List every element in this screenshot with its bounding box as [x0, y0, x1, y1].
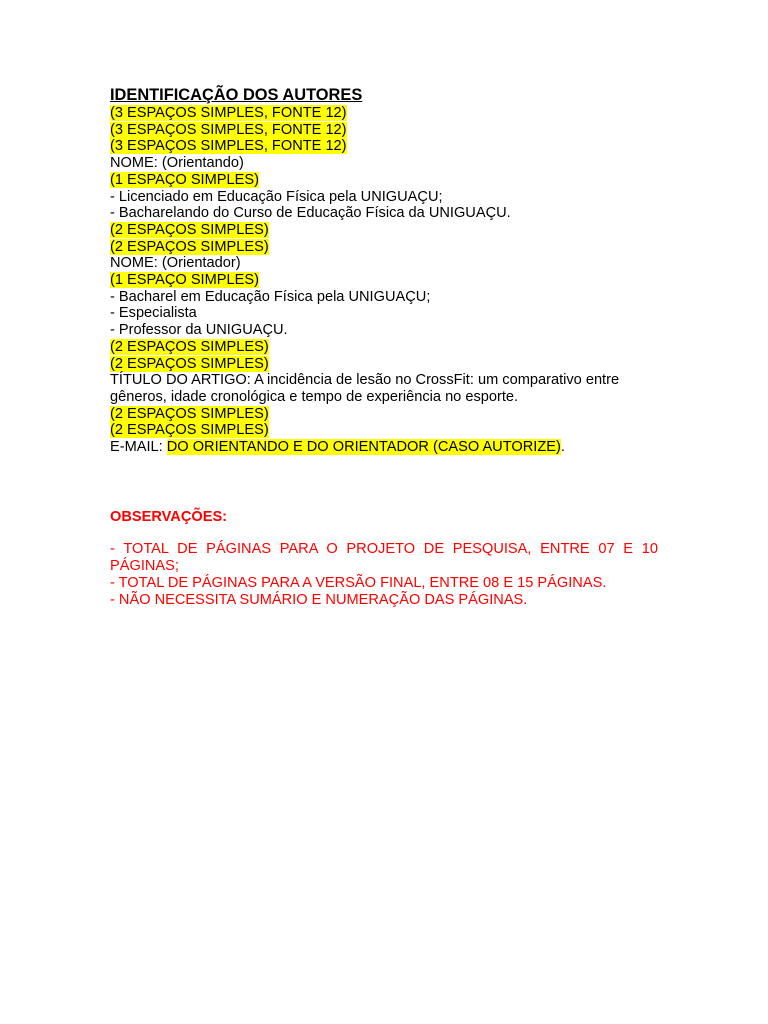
highlighted-note: (3 ESPAÇOS SIMPLES, FONTE 12): [110, 138, 347, 155]
line-15: [110, 339, 658, 356]
highlighted-note: (3 ESPAÇOS SIMPLES, FONTE 12): [110, 105, 347, 121]
highlighted-note: (1 ESPAÇO SIMPLES): [110, 272, 259, 289]
highlighted-note: (2 ESPAÇOS SIMPLES): [110, 338, 269, 355]
highlighted-note: (2 ESPAÇOS SIMPLES): [110, 422, 269, 439]
email-suffix: .: [560, 439, 565, 456]
highlighted-note: (2 ESPAÇOS SIMPLES): [110, 238, 269, 255]
observation-item: - NÃO NECESSITA SUMÁRIO E NUMERAÇÃO DAS PÁGINAS.: [110, 591, 528, 608]
document-page: [110, 86, 658, 608]
line-8: [110, 222, 658, 239]
observation-item: - TOTAL DE PÁGINAS PARA O PROJETO DE PESQUISA, ENTRE 07 E 10 PÁGINAS;: [110, 541, 658, 575]
highlighted-note: (3 ESPAÇOS SIMPLES, FONTE 12): [110, 121, 347, 138]
line-16: [110, 356, 658, 373]
line-3: [110, 138, 658, 155]
document-title: IDENTIFICAÇÃO DOS AUTORES: [110, 86, 363, 104]
highlighted-note: (1 ESPAÇO SIMPLES): [110, 171, 259, 188]
observations-list: [110, 541, 658, 608]
highlighted-note: (2 ESPAÇOS SIMPLES): [110, 405, 269, 422]
advisor-info-1: - Bacharel em Educação Física pela UNIGUAÇU;: [110, 288, 431, 305]
email-line: [110, 439, 658, 456]
line-after-1: [110, 406, 658, 423]
observation-item: - TOTAL DE PÁGINAS PARA A VERSÃO FINAL, ENTRE 08 E 15 PÁGINAS.: [110, 574, 607, 591]
line-11: [110, 272, 658, 289]
article-title: TÍTULO DO ARTIGO: A incidência de lesão no CrossFit: um comparativo entre gêneros, idade cronológica e tempo de experiência no esporte.: [110, 372, 620, 405]
line-2: [110, 122, 658, 139]
student-name-line: NOME: (Orientando): [110, 155, 244, 172]
email-value: DO ORIENTANDO E DO ORIENTADOR (CASO AUTORIZE): [166, 439, 561, 456]
line-1: [110, 105, 658, 122]
highlighted-note: (2 ESPAÇOS SIMPLES): [110, 221, 269, 238]
student-info-2: - Bacharelando do Curso de Educação Física da UNIGUAÇU.: [110, 205, 511, 222]
line-9: [110, 239, 658, 256]
email-label: E-MAIL:: [110, 439, 167, 456]
observations-title: OBSERVAÇÕES:: [110, 508, 228, 525]
highlighted-note: (2 ESPAÇOS SIMPLES): [110, 355, 269, 372]
advisor-name-line: NOME: (Orientador): [110, 255, 241, 272]
advisor-info-3: - Professor da UNIGUAÇU.: [110, 322, 288, 339]
line-after-2: [110, 422, 658, 439]
line-5: [110, 172, 658, 189]
advisor-info-2: - Especialista: [110, 305, 197, 322]
student-info-1: - Licenciado em Educação Física pela UNIGUAÇU;: [110, 188, 443, 205]
